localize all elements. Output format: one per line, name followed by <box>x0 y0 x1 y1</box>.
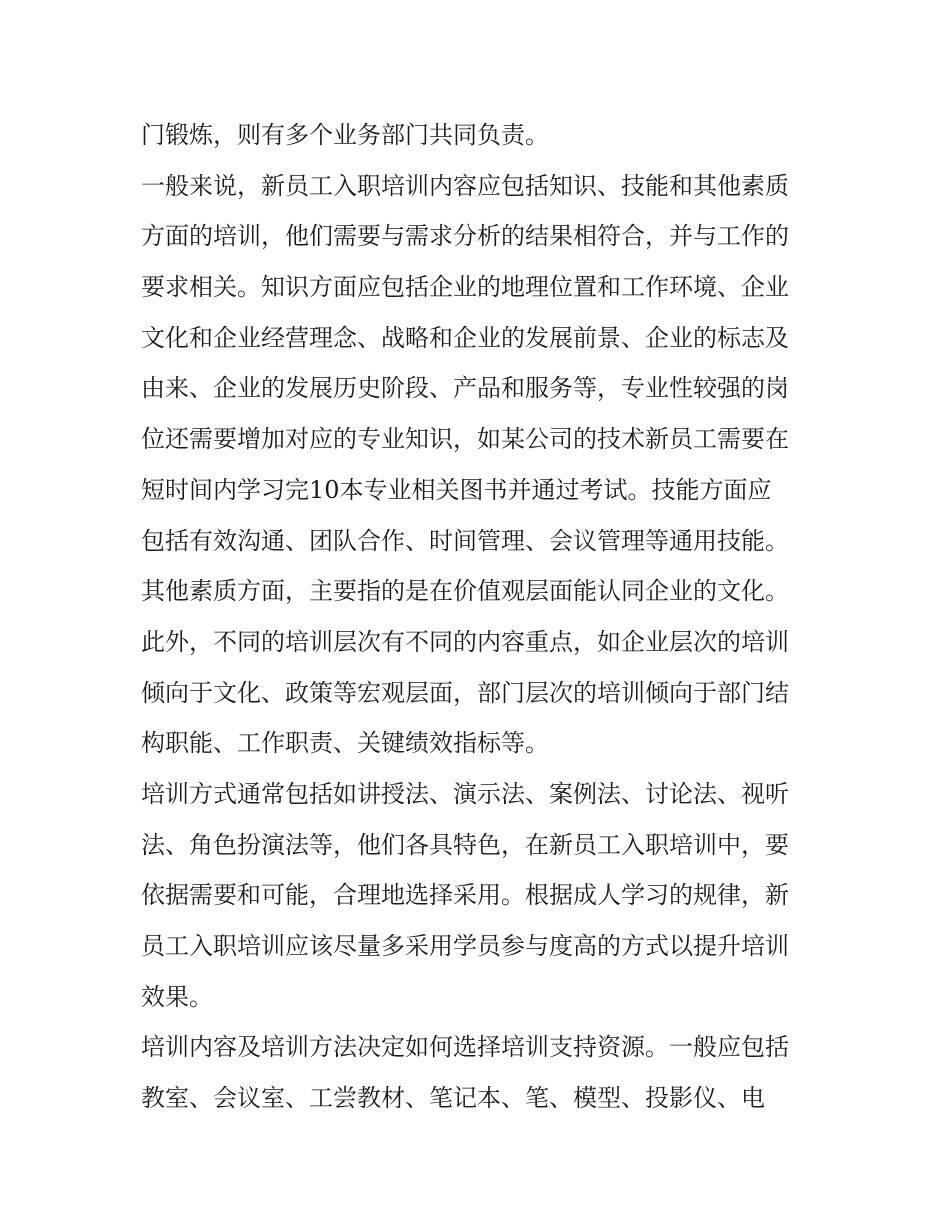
text-line: 员工入职培训应该尽量多采用学员参与度高的方式以提升培训 <box>141 932 789 960</box>
text-line: 法、角色扮演法等，他们各具特色，在新员工入职培训中，要 <box>141 830 789 859</box>
text-line: 门锻炼，则有多个业务部门共同负责。 <box>141 121 549 149</box>
text-line: 倾向于文化、政策等宏观层面，部门层次的培训倾向于部门结 <box>141 678 789 707</box>
text-line: 位还需要增加对应的专业知识，如某公司的技术新员工需要在 <box>141 425 789 454</box>
body-text <box>141 110 821 1124</box>
text-line: 方面的培训，他们需要与需求分析的结果相符合，并与工作的 <box>141 222 789 251</box>
text-line: 效果。 <box>141 982 213 1011</box>
text-line: 教室、会议室、工尝教材、笔记本、笔、模型、投影仪、电 <box>141 1084 765 1113</box>
text-line: 构职能、工作职责、关键绩效指标等。 <box>141 729 549 758</box>
text-line: 要求相关。知识方面应包括企业的地理位置和工作环境、企业 <box>141 273 789 302</box>
text-line: 文化和企业经营理念、战略和企业的发展前景、企业的标志及 <box>141 323 789 352</box>
text-line: 其他素质方面，主要指的是在价值观层面能认同企业的文化。 <box>141 577 789 606</box>
text-line: 依据需要和可能，合理地选择采用。根据成人学习的规律，新 <box>141 881 789 910</box>
text-line: 一般来说，新员工入职培训内容应包括知识、技能和其他素质 <box>141 171 789 200</box>
text-line: 由来、企业的发展历史阶段、产品和服务等，专业性较强的岗 <box>141 374 789 403</box>
text-line: 培训内容及培训方法决定如何选择培训支持资源。一般应包括 <box>141 1033 789 1062</box>
text-line: 此外，不同的培训层次有不同的内容重点，如企业层次的培训 <box>141 627 789 656</box>
text-line: 培训方式通常包括如讲授法、演示法、案例法、讨论法、视听 <box>141 779 789 808</box>
text-line: 短时间内学习完10本专业相关图书并通过考试。技能方面应 <box>141 475 772 504</box>
text-line: 包括有效沟通、团队合作、时间管理、会议管理等通用技能。 <box>141 526 789 555</box>
